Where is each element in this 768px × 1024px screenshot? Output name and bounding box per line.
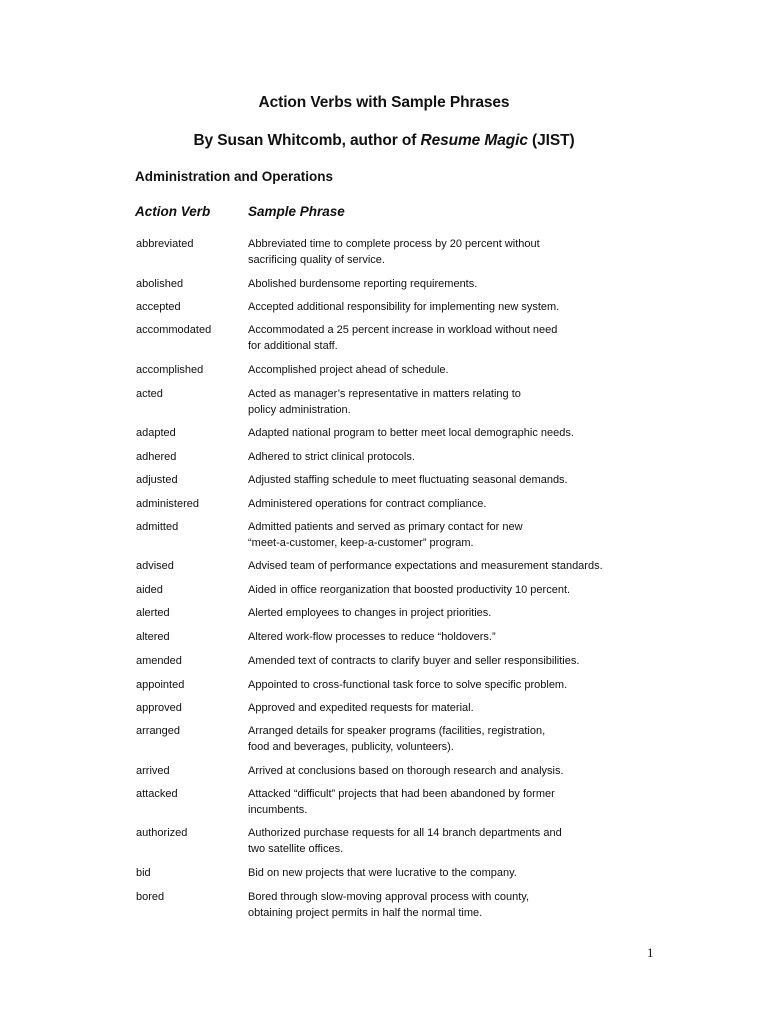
entry-phrase: Altered work-flow processes to reduce “holdovers.”	[248, 631, 496, 643]
section-heading: Administration and Operations	[135, 169, 334, 184]
entry-phrase: Arranged details for speaker programs (facilities, registration, food and beverages, publicity, volunteers).	[248, 725, 546, 753]
entry-verb: bid	[136, 867, 151, 879]
entry-phrase: Acted as manager’s representative in matters relating to policy administration.	[248, 388, 521, 416]
entry-phrase: Bid on new projects that were lucrative to the company.	[248, 867, 517, 879]
entry-phrase: Adhered to strict clinical protocols.	[248, 451, 415, 463]
subtitle-suffix: (JIST)	[527, 132, 575, 149]
entry-verb: appointed	[136, 679, 185, 691]
entry-phrase: Accepted additional responsibility for implementing new system.	[248, 301, 560, 313]
entry-verb: abbreviated	[136, 238, 194, 250]
entry-phrase: Accomplished project ahead of schedule.	[248, 364, 449, 376]
page-title: Action Verbs with Sample Phrases	[258, 94, 510, 111]
page-number: 1	[647, 945, 654, 960]
entry-phrase: Abbreviated time to complete process by 20 percent without sacrificing quality of service.	[248, 238, 540, 266]
entry-phrase: Approved and expedited requests for material.	[248, 702, 474, 714]
entry-phrase: Arrived at conclusions based on thorough research and analysis.	[248, 765, 564, 777]
entry-phrase: Aided in office reorganization that boosted productivity 10 percent.	[248, 584, 571, 596]
entry-verb: amended	[136, 655, 182, 667]
entry-phrase: Abolished burdensome reporting requirements.	[248, 278, 478, 290]
entry-phrase: Authorized purchase requests for all 14 branch departments and two satellite offices.	[248, 827, 562, 855]
entry-verb: adjusted	[136, 474, 178, 486]
entry-verb: accommodated	[136, 324, 212, 336]
entry-verb: authorized	[136, 827, 188, 839]
column-header-action-verb: Action Verb	[135, 204, 211, 219]
entry-verb: adapted	[136, 427, 176, 439]
entry-phrase: Attacked “difficult” projects that had been abandoned by former incumbents.	[248, 788, 555, 816]
entry-phrase: Admitted patients and served as primary contact for new “meet-a-customer, keep-a-customer” program.	[248, 521, 523, 549]
entry-phrase: Alerted employees to changes in project priorities.	[248, 607, 492, 619]
entry-verb: administered	[136, 498, 199, 510]
entry-verb: accepted	[136, 301, 181, 313]
subtitle-prefix: By Susan Whitcomb, author of	[193, 132, 421, 149]
entry-phrase: Bored through slow-moving approval process with county, obtaining project permits in half the normal time.	[248, 891, 530, 919]
entry-phrase: Amended text of contracts to clarify buyer and seller responsibilities.	[248, 655, 580, 667]
entry-verb: altered	[136, 631, 170, 643]
entry-verb: bored	[136, 891, 165, 903]
entry-phrase: Adapted national program to better meet local demographic needs.	[248, 427, 574, 439]
entry-phrase: Administered operations for contract compliance.	[248, 498, 487, 510]
entry-phrase: Accommodated a 25 percent increase in workload without need for additional staff.	[248, 324, 558, 352]
entry-verb: alerted	[136, 607, 170, 619]
entry-verb: attacked	[136, 788, 178, 800]
entry-verb: arranged	[136, 725, 181, 737]
column-header-sample-phrase: Sample Phrase	[248, 204, 345, 219]
entry-verb: arrived	[136, 765, 170, 777]
entry-verb: accomplished	[136, 364, 204, 376]
entry-phrase: Adjusted staffing schedule to meet fluctuating seasonal demands.	[248, 474, 568, 486]
entry-verb: approved	[136, 702, 182, 714]
entry-verb: acted	[136, 388, 163, 400]
entry-verb: advised	[136, 560, 174, 572]
subtitle-book-title: Resume Magic	[420, 132, 528, 149]
entry-phrase: Appointed to cross-functional task force to solve specific problem.	[248, 679, 568, 691]
entry-verb: abolished	[136, 278, 184, 290]
entry-phrase: Advised team of performance expectations and measurement standards.	[248, 560, 603, 572]
entry-verb: admitted	[136, 521, 179, 533]
entry-verb: aided	[136, 584, 163, 596]
entry-verb: adhered	[136, 451, 177, 463]
